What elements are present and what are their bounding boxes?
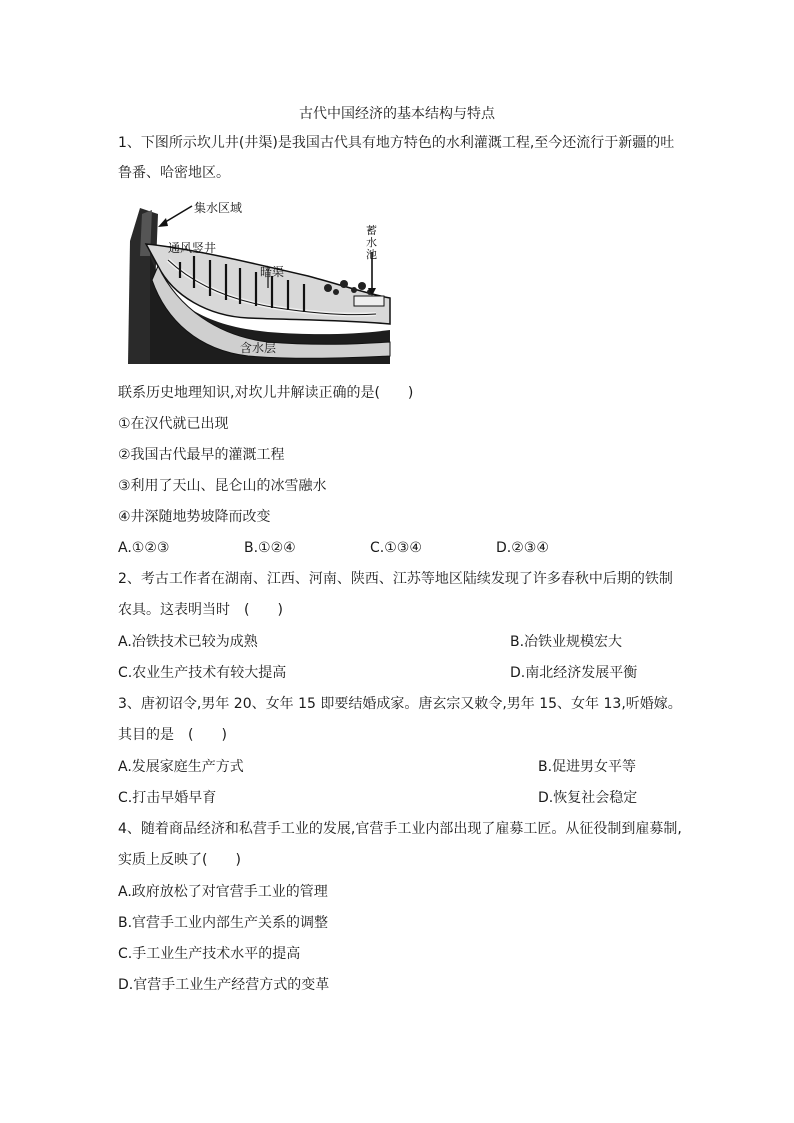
water-pool bbox=[354, 296, 384, 306]
q4-option-d: D.官营手工业生产经营方式的变革 bbox=[118, 977, 330, 993]
q1-statement-4: ④井深随地势坡降而改变 bbox=[118, 509, 271, 525]
q3-option-d: D.恢复社会稳定 bbox=[538, 790, 638, 806]
label-aquifer: 含水层 bbox=[240, 341, 277, 355]
q1-stem-line1: 1、下图所示坎儿井(井渠)是我国古代具有地方特色的水利灌溉工程,至今还流行于新疆的吐 bbox=[118, 135, 675, 151]
q1-option-c: C.①③④ bbox=[370, 540, 422, 556]
q4-stem-line2: 实质上反映了( ) bbox=[118, 852, 241, 868]
q2-stem-line1: 2、考古工作者在湖南、江西、河南、陕西、江苏等地区陆续发现了许多春秋中后期的铁制 bbox=[118, 571, 673, 587]
q2-option-b: B.冶铁业规模宏大 bbox=[510, 634, 623, 650]
label-channel: 暗渠 bbox=[260, 265, 285, 279]
q4-stem-line1: 4、随着商品经济和私营手工业的发展,官营手工业内部出现了雇募工匠。从征役制到雇募制, bbox=[118, 821, 682, 837]
q1-stem-line2: 鲁番、哈密地区。 bbox=[118, 165, 230, 181]
label-pool-1: 蓄 bbox=[366, 224, 377, 237]
label-catchment: 集水区域 bbox=[194, 201, 243, 215]
q1-statement-2: ②我国古代最早的灌溉工程 bbox=[118, 447, 285, 463]
karez-diagram bbox=[128, 196, 398, 366]
label-pool-3: 池 bbox=[366, 248, 377, 261]
q1-question: 联系历史地理知识,对坎儿井解读正确的是( ) bbox=[118, 385, 414, 401]
q1-option-b: B.①②④ bbox=[244, 540, 296, 556]
q3-option-b: B.促进男女平等 bbox=[538, 759, 637, 775]
q3-option-c: C.打击早婚早育 bbox=[118, 790, 217, 806]
q4-option-c: C.手工业生产技术水平的提高 bbox=[118, 946, 301, 962]
q2-option-c: C.农业生产技术有较大提高 bbox=[118, 665, 287, 681]
label-shaft: 通风竖井 bbox=[168, 241, 217, 255]
q3-stem-line2: 其目的是 ( ) bbox=[118, 727, 227, 743]
q2-option-d: D.南北经济发展平衡 bbox=[510, 665, 638, 681]
q3-option-a: A.发展家庭生产方式 bbox=[118, 759, 244, 775]
q1-option-d: D.②③④ bbox=[496, 540, 549, 556]
q3-stem-line1: 3、唐初诏令,男年 20、女年 15 即要结婚成家。唐玄宗又敕令,男年 15、女年 13,听婚嫁。 bbox=[118, 696, 682, 712]
label-pool-2: 水 bbox=[366, 236, 377, 249]
q1-option-a: A.①②③ bbox=[118, 540, 170, 556]
q1-statement-3: ③利用了天山、昆仑山的冰雪融水 bbox=[118, 478, 327, 494]
q2-stem-line2: 农具。这表明当时 ( ) bbox=[118, 602, 283, 618]
q4-option-b: B.官营手工业内部生产关系的调整 bbox=[118, 915, 329, 931]
q4-option-a: A.政府放松了对官营手工业的管理 bbox=[118, 884, 328, 900]
q2-option-a: A.冶铁技术已较为成熟 bbox=[118, 634, 258, 650]
q1-statement-1: ①在汉代就已出现 bbox=[118, 416, 229, 432]
document-title: 古代中国经济的基本结构与特点 bbox=[299, 106, 495, 122]
